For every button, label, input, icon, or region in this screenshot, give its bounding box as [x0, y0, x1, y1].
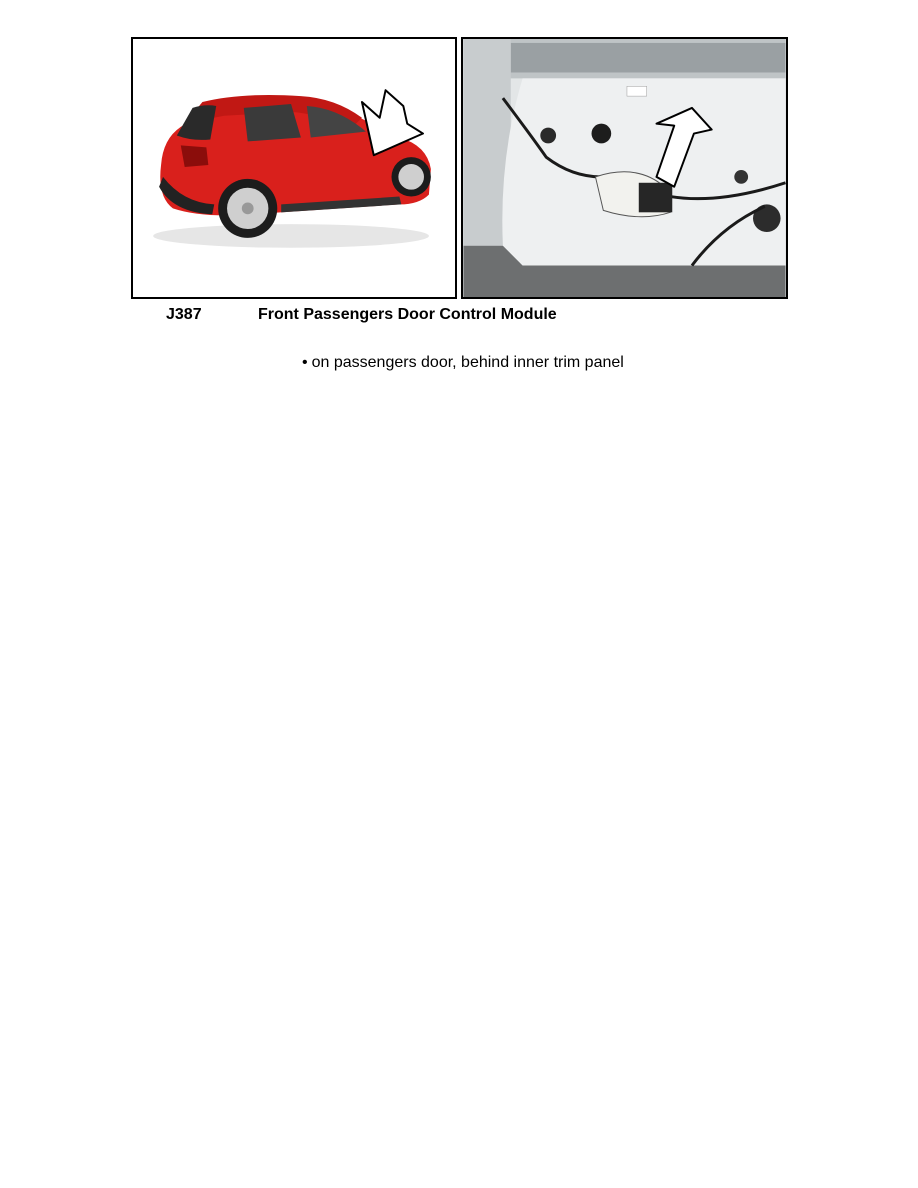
- location-note-text: on passengers door, behind inner trim panel: [311, 354, 624, 371]
- red-hatchback-car-image: [133, 39, 455, 297]
- door-interior-wiring-image: [463, 39, 786, 297]
- bullet-icon: •: [302, 354, 308, 371]
- component-code: J387: [166, 306, 202, 323]
- car-location-photo: [131, 37, 457, 299]
- door-module-photo: [461, 37, 788, 299]
- component-title: Front Passengers Door Control Module: [258, 306, 557, 323]
- location-note: [302, 353, 624, 373]
